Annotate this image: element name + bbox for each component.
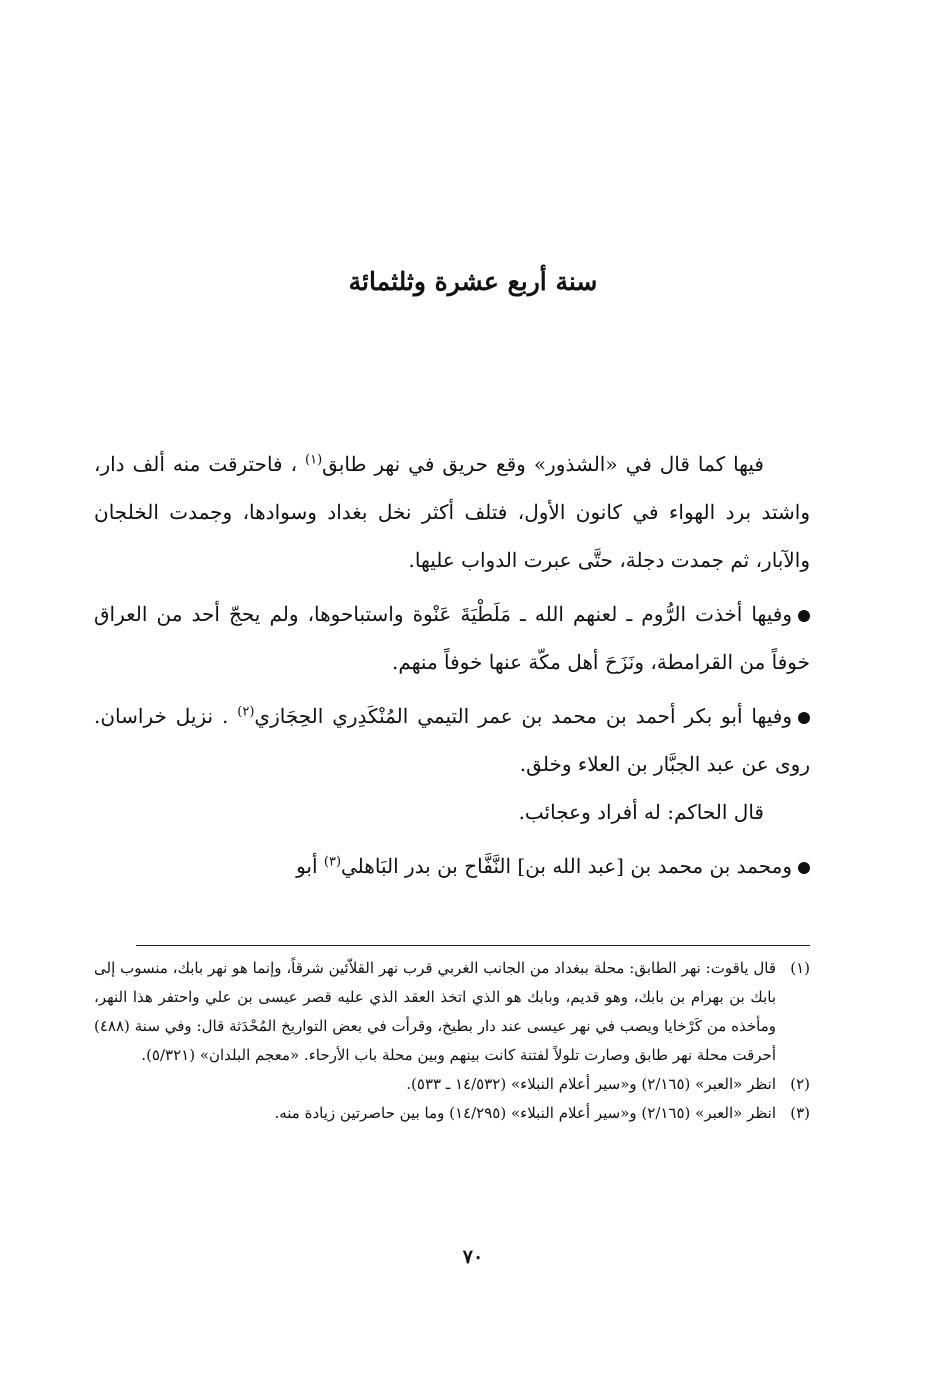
footnote-text: قال ياقوت: نهر الطابق: محلة ببغداد من الجانب الغربي قرب نهر القلاّئين شرقاً، وإنما هو نهر بابك، منسوب إلى بابك بن بهرام بن بابك، وهو قديم، وبابك هو الذي اتخذ العقد الذي عليه قصر عيسى بن علي واحتفر هذا النهر، ومأخذه من كَرْخايا ويصب في نهر عيسى عند دار بطيخ، وقرأت في بعض التواريخ المُحْدَثة قال: وفي سنة (٤٨٨) أحرقت محلة نهر طابق وصارت تلولاً لفتنة كانت بينهم وبين محلة باب الأرحاء. «معجم البلدان» (٥/٣٢١).: [94, 959, 776, 1064]
footnote-number: (٣): [790, 1104, 810, 1122]
footnote-ref-3[interactable]: (٣): [323, 854, 342, 870]
footnote-number: (٢): [790, 1075, 810, 1093]
footnotes: [94, 954, 810, 1128]
footnote-text: انظر «العبر» (٢/١٦٥) و«سير أعلام النبلاء» (١٤/٥٣٢ ـ ٥٣٣).: [406, 1075, 776, 1093]
paragraph-bahili: [94, 842, 810, 890]
footnote-number: (١): [790, 959, 810, 977]
paragraph-malatya: [94, 590, 810, 686]
paragraph-bahili-text-b: أبو: [296, 854, 324, 878]
paragraph-fire-text-b: ، فاحترقت منه ألف دار، واشتد برد الهواء في كانون الأول، فتلف أكثر نخل بغداد وسوادها، وجمدت الخلجان والآبار، ثم جمدت دجلة، حتَّى عبرت الدواب عليها.: [94, 452, 810, 572]
footnote-3: [94, 1099, 810, 1128]
bullet-icon: [798, 862, 810, 874]
paragraph-munkadiri-text-b: . نزيل خراسان. روى عن عبد الجبَّار بن العلاء وخلق.: [94, 704, 810, 776]
footnote-1: [94, 954, 810, 1070]
page-number: ٧٠: [462, 1246, 484, 1268]
chapter-title: سنة أربع عشرة وثلثمائة: [348, 267, 598, 296]
footnote-2: [94, 1070, 810, 1099]
paragraph-bahili-text-a: ومحمد بن محمد بن [عبد الله بن] النَّفَّاح بن بدر البَاهلي: [341, 854, 792, 878]
bullet-icon: [798, 610, 810, 622]
bullet-icon: [798, 712, 810, 724]
footnote-ref-1[interactable]: (١): [305, 452, 323, 468]
paragraph-hakim: [94, 788, 810, 836]
paragraph-malatya-text: وفيها أخذت الرُّوم ـ لعنهم الله ـ مَلَطْيَةَ عَنْوة واستباحوها، ولم يحجّ أحد من العراق خوفاً من القرامطة، ونَزَحَ أهل مكّة عنها خوفاً منهم.: [94, 602, 810, 674]
footnote-ref-2[interactable]: (٢): [237, 704, 255, 720]
paragraph-fire: [94, 440, 810, 584]
paragraph-hakim-text: قال الحاكم: له أفراد وعجائب.: [518, 800, 764, 824]
footnote-text: انظر «العبر» (٢/١٦٥) و«سير أعلام النبلاء» (١٤/٢٩٥) وما بين حاصرتين زيادة منه.: [274, 1104, 776, 1122]
paragraph-fire-text-a: فيها كما قال في «الشذور» وقع حريق في نهر طابق: [322, 452, 764, 476]
main-text: [94, 440, 810, 890]
footnote-divider: [136, 945, 810, 946]
paragraph-munkadiri: [94, 692, 810, 788]
paragraph-munkadiri-text-a: وفيها أبو بكر أحمد بن محمد بن عمر التيمي المُنْكَدِري الحِجَازي: [254, 704, 792, 728]
